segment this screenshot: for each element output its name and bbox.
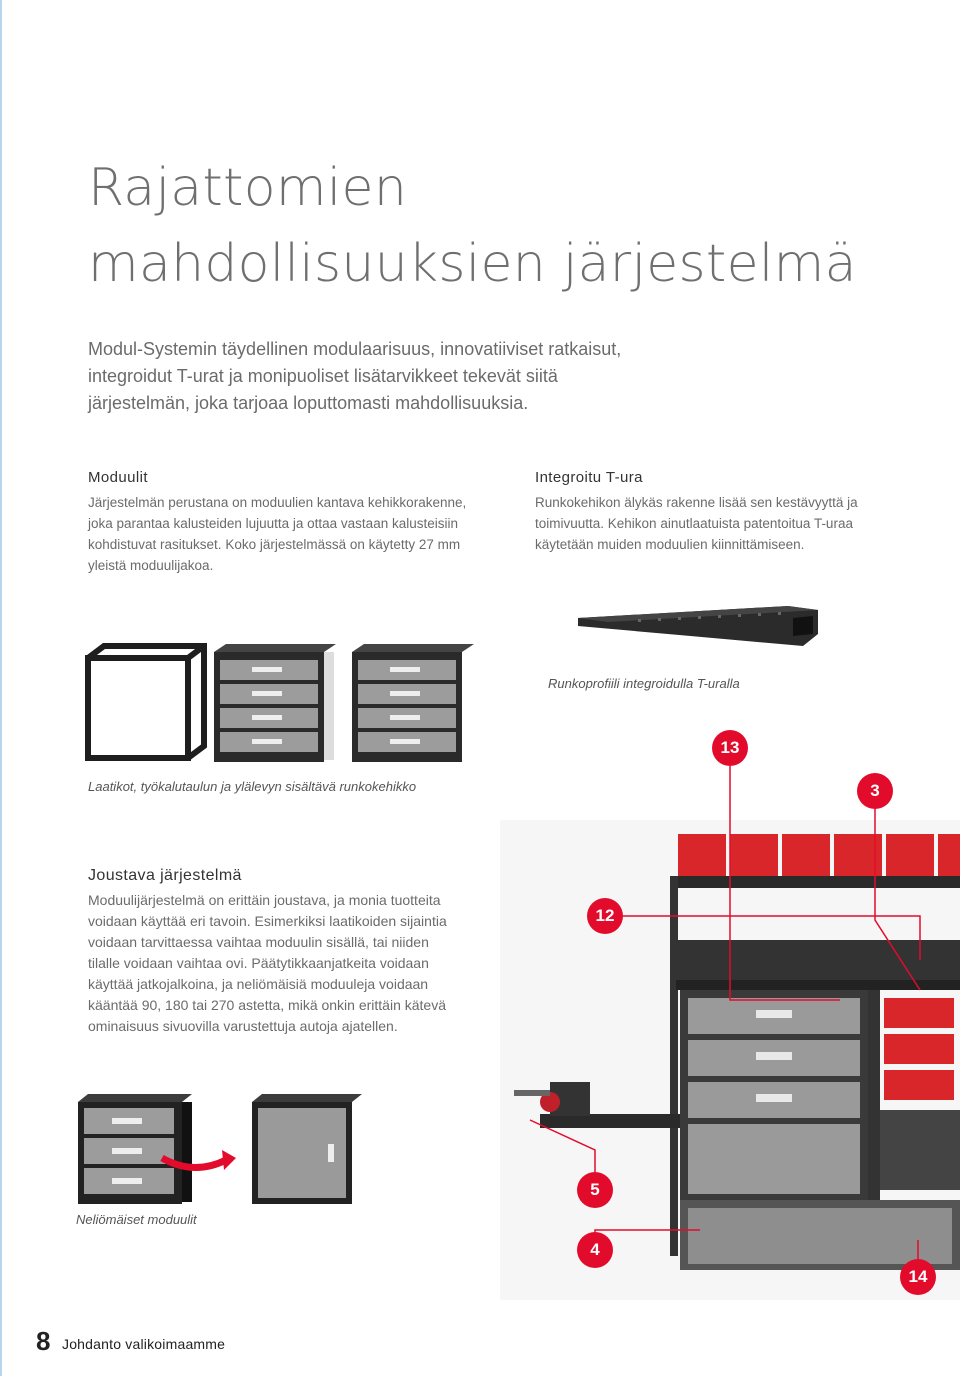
title-line-2: mahdollisuuksien järjestelmä — [88, 234, 857, 294]
t-ura-section — [535, 468, 915, 555]
callout-badge-13: 13 — [712, 730, 748, 766]
joustava-heading: Joustava järjestelmä — [88, 867, 242, 884]
moduulit-body: Järjestelmän perustana on moduulien kantava kehikkorakenne, joka parantaa kalusteiden lujuutta ja ottaa vastaan kalusteisiin kohdistuvat rasitukset. Koko järjestelmässä on käytetty 27 mm yleistä moduulijakoa. — [88, 495, 467, 573]
joustava-body: Moduulijärjestelmä on erittäin joustava, ja monia tuotteita voidaan käyttää eri tavoin. Esimerkiksi laatikoiden sijaintia voidaan tarvittaessa vaihtaa moduulin sisällä, tai niiden tilalle voidaan vaihtaa ovi. Päätytikkaanjatkeita voidaan käyttää jatkojalkoina, ja neliömäisiä moduuleja voidaan kääntää 90, 180 tai 270 astetta, mikä onkin erittäin kätevä ominaisuus sivuovilla varustettuja autoja ajatellen. — [88, 892, 447, 1034]
caption-runkokehikko: Laatikot, työkalutaulun ja ylälevyn sisältävä runkokehikko — [88, 779, 417, 794]
page-edge-line — [0, 0, 2, 1376]
t-ura-heading: Integroitu T-ura — [535, 469, 643, 486]
callout-badge-3: 3 — [857, 773, 893, 809]
callout-badge-5: 5 — [577, 1172, 613, 1208]
page-title — [88, 150, 857, 302]
square-modules-image — [76, 1094, 366, 1206]
title-line-1: Rajattomien — [88, 158, 408, 218]
t-ura-body: Runkokehikon älykäs rakenne lisää sen kestävyyttä ja toimivuutta. Kehikon ainutlaatuista patentoitua T-uraa käytetään muiden moduulien kiinnittämiseen. — [535, 495, 858, 552]
intro-paragraph: Modul-Systemin täydellinen modulaarisuus, innovatiiviset ratkaisut, integroidut T-urat ja monipuoliset lisätarvikkeet tekevät siitä järjestelmän, joka tarjoaa loputtomasti mahdollisuuksia. — [88, 339, 622, 413]
footer-section-title: Johdanto valikoimaamme — [62, 1336, 226, 1352]
badge-connector-lines — [500, 760, 960, 1280]
t-profile-rail-image — [578, 604, 828, 654]
callout-badge-4: 4 — [577, 1232, 613, 1268]
caption-nelio: Neliömäiset moduulit — [76, 1212, 197, 1227]
callout-badge-12: 12 — [587, 898, 623, 934]
callout-badge-14: 14 — [900, 1259, 936, 1295]
moduulit-section — [88, 468, 488, 576]
joustava-section — [88, 866, 448, 1037]
frame-modules-image — [80, 642, 475, 764]
moduulit-heading: Moduulit — [88, 469, 148, 486]
page-number: 8 — [36, 1326, 51, 1356]
caption-runkoprofiili: Runkoprofiili integroidulla T-uralla — [548, 676, 740, 691]
